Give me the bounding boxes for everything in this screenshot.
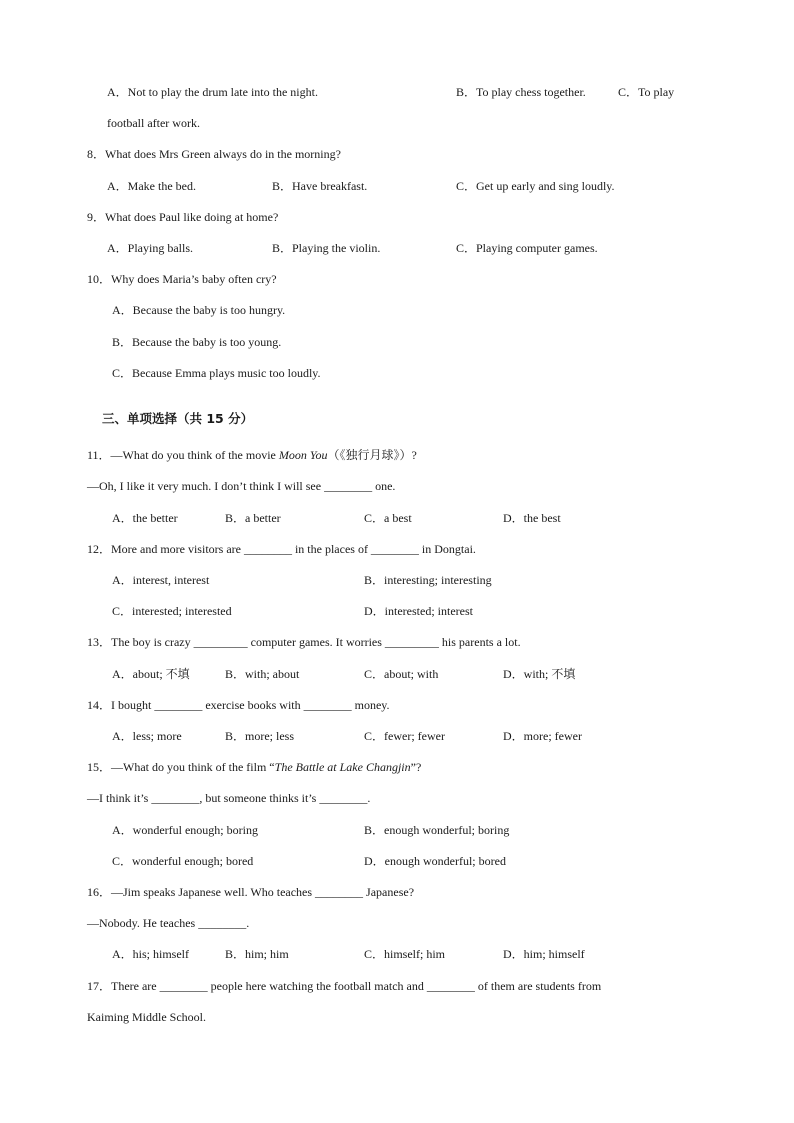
- q16-option-c: C．himself; him: [364, 947, 446, 961]
- q11-option-a: A．the better: [112, 511, 178, 525]
- q15-stem-post: ”?: [410, 760, 422, 774]
- q11-stem: [87, 447, 417, 463]
- q16-stem: 16．—Jim speaks Japanese well. Who teaches ________ Japanese?: [87, 885, 415, 899]
- q9-option-c: C．Playing computer games.: [456, 241, 598, 255]
- q7-option-a: A．Not to play the drum late into the night.: [107, 85, 318, 99]
- q16-option-a: A．his; himself: [112, 947, 189, 961]
- q9-option-a: A．Playing balls.: [107, 241, 193, 255]
- q11-option-c: C．a best: [364, 511, 412, 525]
- q11-option-b: B．a better: [225, 511, 281, 525]
- q12-option-b: B．interesting; interesting: [364, 573, 492, 587]
- q15-stem: [87, 759, 421, 775]
- q11-option-d: D．the best: [503, 511, 561, 525]
- q14-stem: 14．I bought ________ exercise books with ________ money.: [87, 698, 390, 712]
- q15-option-a: A．wonderful enough; boring: [112, 823, 258, 837]
- q11-movie-title: Moon You: [278, 448, 328, 462]
- q13-option-a: A．about; 不填: [112, 667, 190, 681]
- q16-option-b: B．him; him: [225, 947, 289, 961]
- q15-film-title: The Battle at Lake Changjin: [274, 760, 411, 774]
- q13-option-b: B．with; about: [225, 667, 300, 681]
- q15-line-2: —I think it’s ________, but someone thinks it’s ________.: [87, 791, 371, 805]
- q7-option-b: B．To play chess together.: [456, 85, 586, 99]
- q13-option-c: C．about; with: [364, 667, 439, 681]
- q13-option-d: D．with; 不填: [503, 667, 576, 681]
- q8-stem: 8．What does Mrs Green always do in the morning?: [87, 147, 341, 161]
- q7-option-c-continued: football after work.: [107, 116, 200, 130]
- q8-option-a: A．Make the bed.: [107, 179, 196, 193]
- q17-stem: 17．There are ________ people here watching the football match and ________ of them are students from: [87, 979, 602, 993]
- q15-option-b: B．enough wonderful; boring: [364, 823, 510, 837]
- q15-stem-pre: 15．—What do you think of the film “: [87, 760, 275, 774]
- q11-stem-post: （《独行月球》）?: [327, 448, 417, 462]
- q14-option-c: C．fewer; fewer: [364, 729, 445, 743]
- q17-line-2: Kaiming Middle School.: [87, 1010, 206, 1024]
- q15-option-c: C．wonderful enough; bored: [112, 854, 254, 868]
- q16-option-d: D．him; himself: [503, 947, 585, 961]
- q11-line-2: —Oh, I like it very much. I don’t think I will see ________ one.: [87, 479, 396, 493]
- q16-line-2: —Nobody. He teaches ________.: [87, 916, 250, 930]
- q14-option-b: B．more; less: [225, 729, 294, 743]
- q8-option-c: C．Get up early and sing loudly.: [456, 179, 615, 193]
- q8-option-b: B．Have breakfast.: [272, 179, 368, 193]
- q10-option-c: C．Because Emma plays music too loudly.: [112, 366, 321, 380]
- q12-option-d: D．interested; interest: [364, 604, 473, 618]
- q14-option-d: D．more; fewer: [503, 729, 582, 743]
- q10-option-b: B．Because the baby is too young.: [112, 335, 282, 349]
- q12-option-a: A．interest, interest: [112, 573, 210, 587]
- q12-option-c: C．interested; interested: [112, 604, 232, 618]
- q12-stem: 12．More and more visitors are ________ in the places of ________ in Dongtai.: [87, 542, 476, 556]
- q15-option-d: D．enough wonderful; bored: [364, 854, 506, 868]
- q14-option-a: A．less; more: [112, 729, 182, 743]
- q9-option-b: B．Playing the violin.: [272, 241, 381, 255]
- q13-stem: 13．The boy is crazy _________ computer games. It worries _________ his parents a lot.: [87, 635, 521, 649]
- q10-stem: 10．Why does Maria’s baby often cry?: [87, 272, 277, 286]
- section-heading: 三、单项选择（共 15 分）: [102, 411, 254, 426]
- q11-stem-pre: 11．—What do you think of the movie: [87, 448, 279, 462]
- q9-stem: 9．What does Paul like doing at home?: [87, 210, 279, 224]
- q7-option-c: C．To play: [618, 85, 675, 99]
- q10-option-a: A．Because the baby is too hungry.: [112, 303, 286, 317]
